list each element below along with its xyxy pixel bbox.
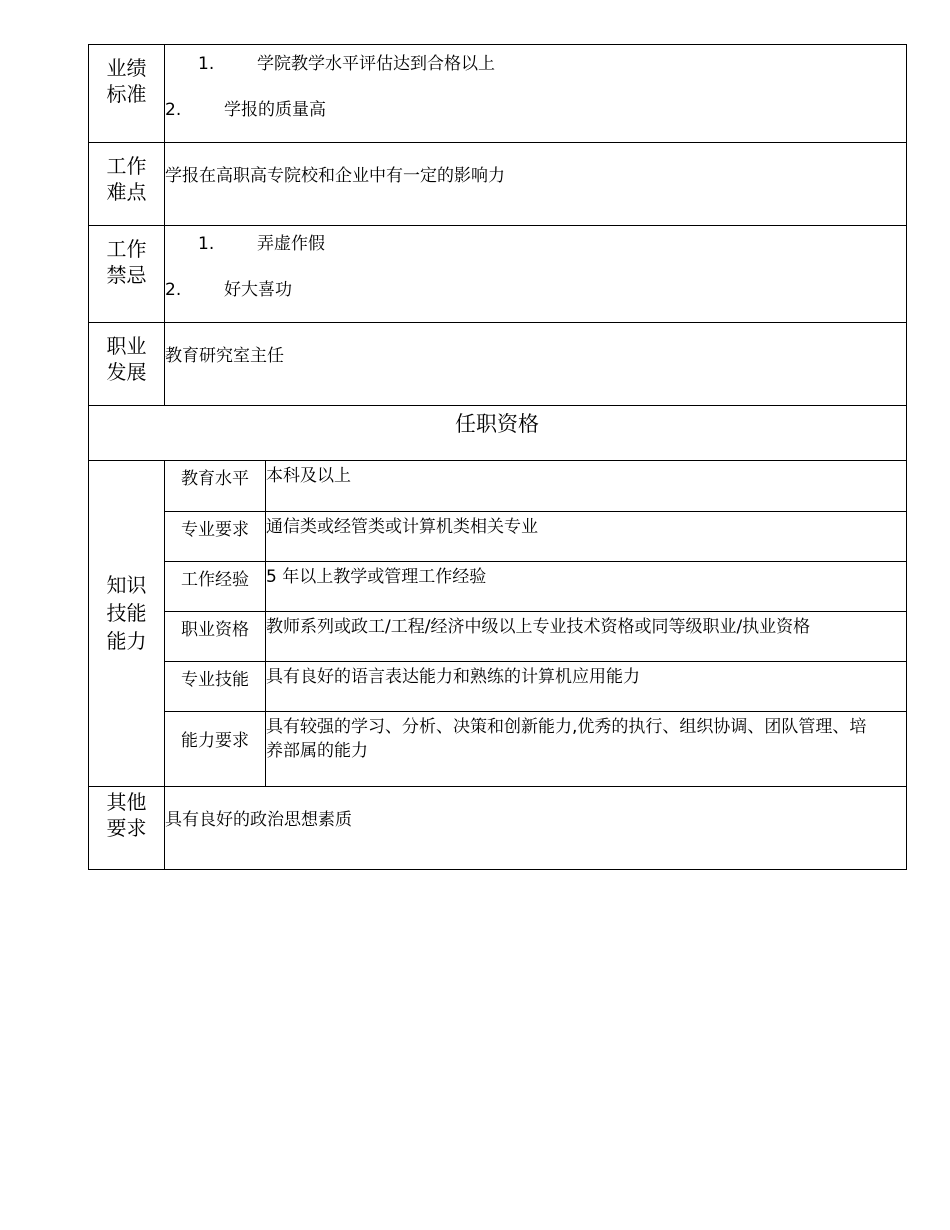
work-taboo-label: 工作 禁忌 — [89, 226, 165, 322]
taboo-item: 1. 弄虚作假 — [198, 234, 325, 254]
work-taboo-row — [88, 225, 907, 322]
performance-standard-row — [88, 44, 907, 142]
work-difficulty-content: 学报在高职高专院校和企业中有一定的影响力 — [165, 166, 505, 186]
other-requirements-label: 其他 要求 — [89, 787, 165, 869]
career-development-label: 职业 发展 — [89, 323, 165, 405]
qualification-row-skills: 专业技能 具有良好的语言表达能力和熟练的计算机应用能力 — [165, 661, 906, 711]
qualifications-heading-row — [88, 405, 907, 460]
taboo-item: 2. 好大喜功 — [165, 280, 292, 300]
qualifications-heading: 任职资格 — [455, 412, 539, 436]
work-taboo-content — [165, 226, 906, 322]
work-difficulty-label: 工作 难点 — [89, 143, 165, 225]
career-development-content: 教育研究室主任 — [165, 346, 284, 366]
knowledge-skills-label: 知识 技能 能力 — [89, 461, 165, 786]
performance-standard-content — [165, 45, 906, 142]
qualification-row-experience: 工作经验 5 年以上教学或管理工作经验 — [165, 561, 906, 611]
other-requirements-row — [88, 786, 907, 870]
job-description-table — [88, 44, 907, 870]
qualification-row-education: 教育水平 本科及以上 — [165, 461, 906, 511]
other-requirements-content: 具有良好的政治思想素质 — [165, 810, 352, 830]
qualification-row-major: 专业要求 通信类或经管类或计算机类相关专业 — [165, 511, 906, 561]
career-development-row — [88, 322, 907, 405]
performance-standard-label: 业绩 标准 — [89, 45, 165, 142]
knowledge-skills-row — [88, 460, 907, 786]
performance-item: 1. 学院教学水平评估达到合格以上 — [198, 54, 495, 74]
work-difficulty-row — [88, 142, 907, 225]
qualification-row-certification: 职业资格 教师系列或政工/工程/经济中级以上专业技术资格或同等级职业/执业资格 — [165, 611, 906, 661]
qualification-items — [165, 461, 906, 786]
qualification-row-abilities: 能力要求 具有较强的学习、分析、决策和创新能力,优秀的执行、组织协调、团队管理、培养部属的能力 — [165, 711, 906, 787]
performance-item: 2. 学报的质量高 — [165, 100, 326, 120]
